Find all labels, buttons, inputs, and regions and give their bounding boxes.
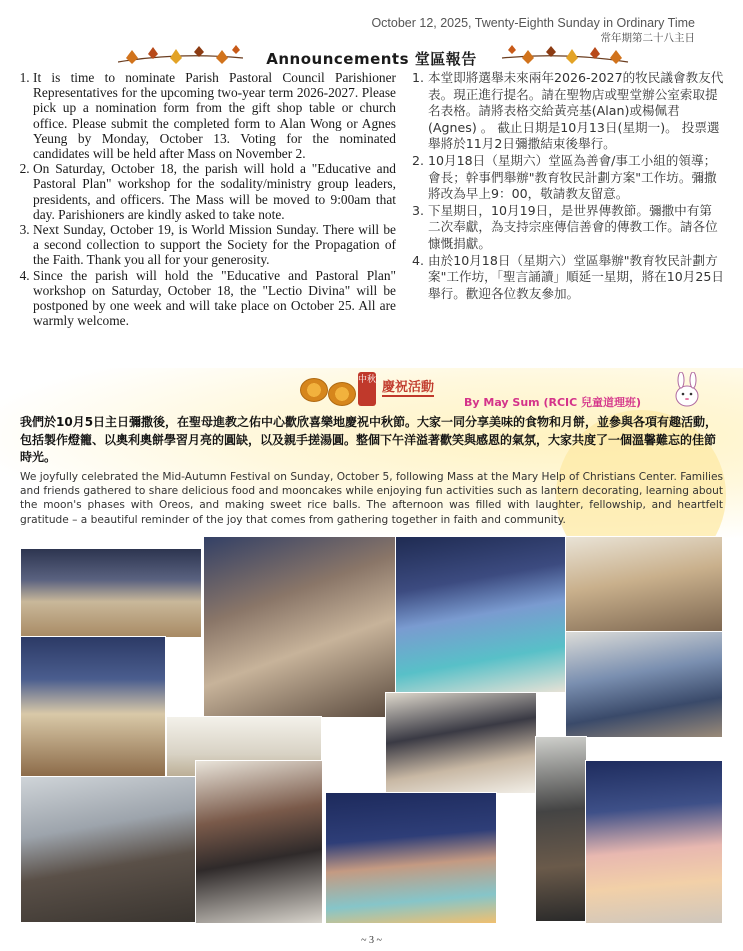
issue-date	[371, 16, 695, 46]
event-photo	[203, 536, 397, 718]
announcement-zh-item: 4. 由於10月18日（星期六）堂區舉辦"教育牧民計劃方案"工作坊，「聖言誦讀」順延一星期，將在10月25日舉行。歡迎各位教友參加。	[428, 253, 724, 303]
issue-date-chinese: 常年期第二十八主日	[600, 32, 695, 44]
festival-chinese-text: 我們於10月5日主日彌撒後，在聖母進教之佑中心歡欣喜樂地慶祝中秋節。大家一同分享美味的食物和月餅，並參與各項有趣活動，包括製作燈籠、以奧利奧餅學習月亮的圓缺，以及親手搓湯圓。整個下午洋溢著歡笑與感恩的氣氛，大家共度了一個溫馨難忘的佳節時光。	[20, 415, 718, 464]
event-photo	[535, 736, 587, 922]
announcements-english-list	[18, 70, 396, 328]
announcements-chinese-column	[412, 70, 724, 302]
festival-title: 慶祝活動	[382, 376, 434, 397]
page-number: ~ 3 ~	[361, 935, 382, 946]
mooncake-icon	[300, 378, 328, 402]
festival-header	[300, 372, 740, 408]
event-photo	[20, 548, 202, 638]
announcement-zh-item: 3. 下星期日，10月19日，是世界傳教節。彌撒中有第二次奉獻，為支持宗座傳信善會的傳教工作。請各位慷慨捐獻。	[428, 203, 724, 253]
announcement-en-item: 3. Next Sunday, October 19, is World Mission Sunday. There will be a second collection to support the Society for the Propagation of the Faith. Thank you all for your generosity.	[33, 222, 396, 268]
festival-english-text: We joyfully celebrated the Mid-Autumn Festival on Sunday, October 5, following Mass at the Mary Help of Christians Center. Families and friends gathered to share delicious food and mooncakes while enjoying fun activities such as lantern decorating, learning about the moon's phases with Oreos, and making sweet rice balls. The afternoon was filled with laughter, fellowship, and heartfelt gratitude – a beautiful reminder of the joy that comes from gathering together in faith and community.	[20, 471, 723, 526]
event-photo	[195, 760, 323, 924]
mid-autumn-seal: 中秋	[358, 372, 376, 406]
event-photo	[325, 792, 497, 924]
announcements-chinese-list	[412, 70, 724, 302]
event-photo	[565, 631, 723, 738]
event-photo	[20, 776, 197, 923]
announcement-en-item: 1. It is time to nominate Parish Pastoral Council Parishioner Representatives for the upcoming two-year term 2026-2027. Please pick up a nomination form from the gift shop table or church office. Please submit the completed form to Alan Wong or Agnes Yeung by Monday, October 13. Voting for the nominated candidates will be held after Mass on November 2.	[33, 70, 396, 161]
mooncake-icon	[328, 382, 356, 406]
announcements-title: Announcements 堂區報告	[266, 50, 477, 68]
event-photo	[565, 536, 723, 633]
event-photo	[385, 692, 537, 794]
issue-date-english: October 12, 2025, Twenty-Eighth Sunday in Ordinary Time	[371, 16, 695, 30]
announcement-en-item: 4. Since the parish will hold the "Educative and Pastoral Plan" workshop on Saturday, October 18, the "Lectio Divina" will be postponed by one week and will take place on October 25. All are warmly welcome.	[33, 268, 396, 329]
announcement-en-item: 2. On Saturday, October 18, the parish will hold a "Educative and Pastoral Plan" workshop for the sodality/ministry group leaders, presidents, and officers. The Mass will be moved to 9:00am that day. Parishioners are kindly asked to take note.	[33, 161, 396, 222]
event-photo	[585, 760, 723, 924]
announcements-english-column	[18, 70, 396, 328]
moon-rabbit-icon	[670, 372, 704, 408]
announcement-zh-item: 2. 10月18日（星期六）堂區為善會/事工小組的領導；會長；幹事們舉辦"教育牧民計劃方案"工作坊。彌撒將改為早上9：00，敬請教友留意。	[428, 153, 724, 203]
festival-author: By May Sum (RCIC 兒童道理班)	[464, 396, 642, 409]
event-photo	[395, 536, 567, 693]
event-photo	[20, 636, 166, 778]
announcement-zh-item: 1. 本堂即將選舉未來兩年2026-2027的牧民議會教友代表。現正進行提名。請在聖物店或聖堂辦公室索取提名表格。請將表格交給黃亮基(Alan)或楊佩君(Agnes) 。 截止日期是10月13日(星期一)。 投票選舉將於11月2日彌撒結束後舉行。	[428, 70, 724, 153]
